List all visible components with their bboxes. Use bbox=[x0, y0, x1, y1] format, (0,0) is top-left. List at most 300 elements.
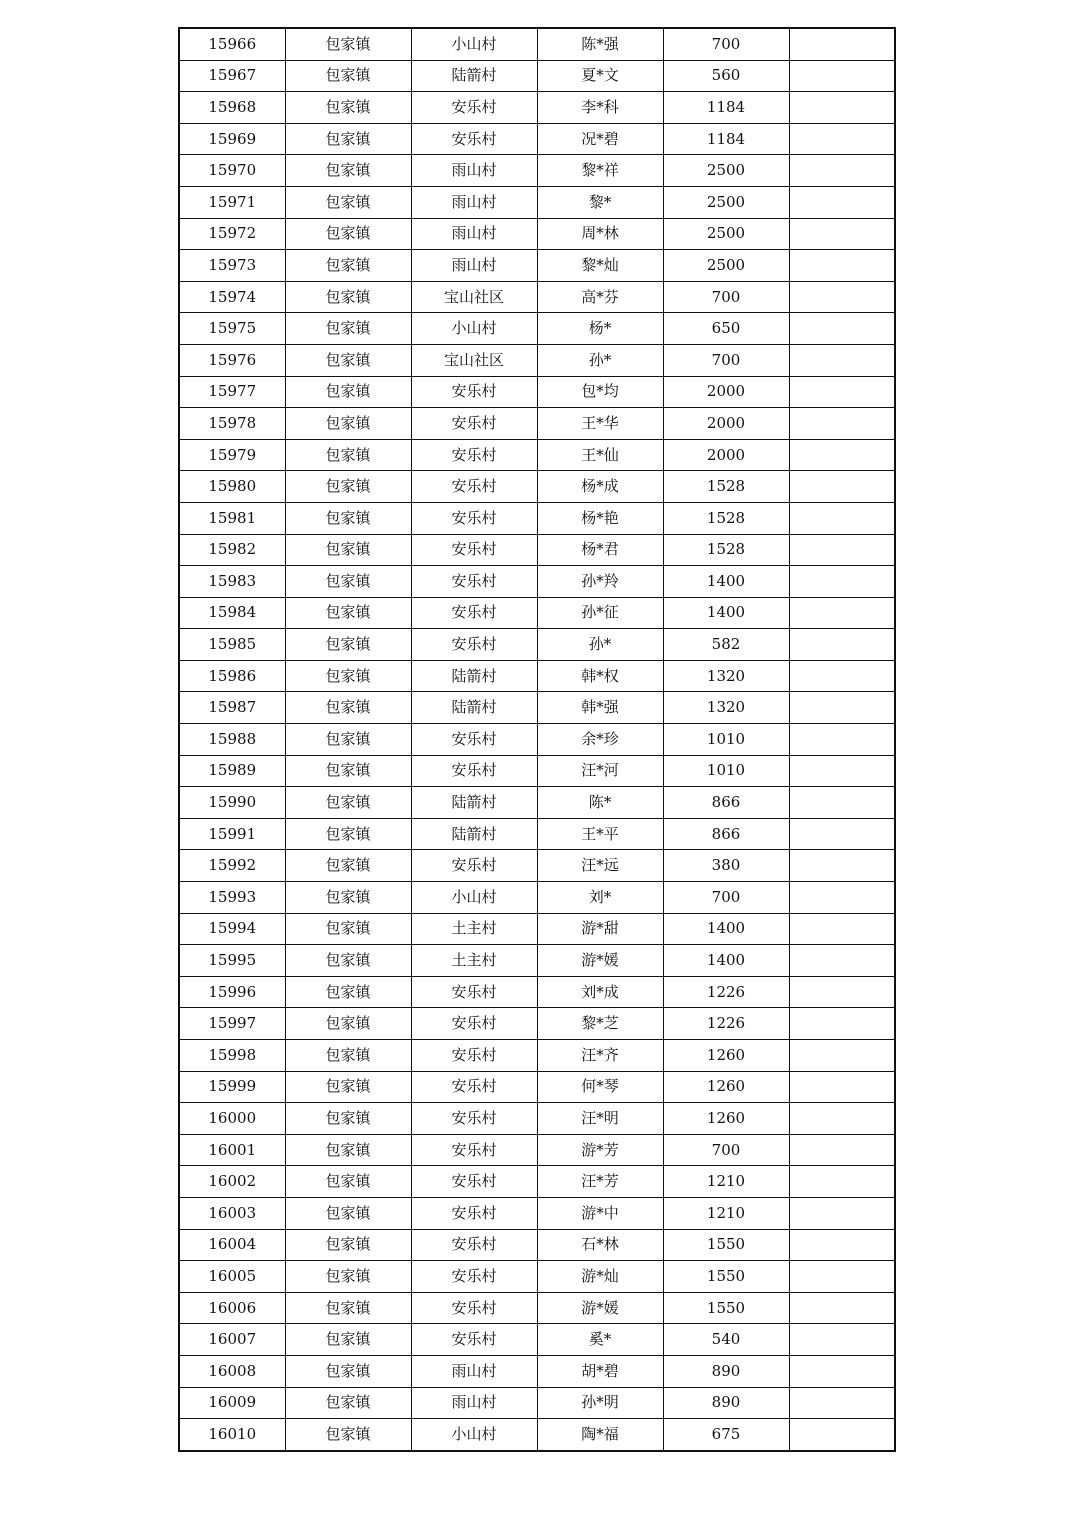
cell-note bbox=[789, 250, 895, 282]
table-row bbox=[179, 913, 895, 945]
cell-person-name: 孙*征 bbox=[537, 597, 663, 629]
cell-amount: 540 bbox=[663, 1324, 789, 1356]
cell-village: 雨山村 bbox=[411, 250, 537, 282]
cell-serial-number: 15979 bbox=[179, 439, 285, 471]
table-row bbox=[179, 1387, 895, 1419]
cell-village: 雨山村 bbox=[411, 1355, 537, 1387]
cell-amount: 700 bbox=[663, 882, 789, 914]
cell-person-name: 周*林 bbox=[537, 218, 663, 250]
cell-note bbox=[789, 1324, 895, 1356]
cell-person-name: 陈*强 bbox=[537, 28, 663, 60]
cell-note bbox=[789, 502, 895, 534]
cell-person-name: 杨*君 bbox=[537, 534, 663, 566]
cell-serial-number: 15969 bbox=[179, 123, 285, 155]
cell-village: 雨山村 bbox=[411, 186, 537, 218]
cell-note bbox=[789, 1008, 895, 1040]
table-body bbox=[179, 28, 895, 1451]
cell-note bbox=[789, 376, 895, 408]
cell-amount: 1260 bbox=[663, 1103, 789, 1135]
cell-amount: 1400 bbox=[663, 913, 789, 945]
cell-town: 包家镇 bbox=[285, 882, 411, 914]
cell-amount: 1184 bbox=[663, 123, 789, 155]
cell-amount: 1400 bbox=[663, 945, 789, 977]
cell-amount: 1010 bbox=[663, 755, 789, 787]
cell-amount: 650 bbox=[663, 313, 789, 345]
cell-town: 包家镇 bbox=[285, 818, 411, 850]
cell-serial-number: 16006 bbox=[179, 1292, 285, 1324]
cell-note bbox=[789, 60, 895, 92]
cell-note bbox=[789, 1229, 895, 1261]
cell-serial-number: 15974 bbox=[179, 281, 285, 313]
cell-amount: 700 bbox=[663, 1134, 789, 1166]
cell-amount: 582 bbox=[663, 629, 789, 661]
cell-town: 包家镇 bbox=[285, 787, 411, 819]
cell-village: 安乐村 bbox=[411, 629, 537, 661]
cell-town: 包家镇 bbox=[285, 281, 411, 313]
cell-person-name: 黎*灿 bbox=[537, 250, 663, 282]
cell-serial-number: 15997 bbox=[179, 1008, 285, 1040]
cell-town: 包家镇 bbox=[285, 502, 411, 534]
cell-person-name: 游*甜 bbox=[537, 913, 663, 945]
cell-village: 小山村 bbox=[411, 28, 537, 60]
table-row bbox=[179, 218, 895, 250]
cell-serial-number: 16003 bbox=[179, 1197, 285, 1229]
cell-amount: 1010 bbox=[663, 724, 789, 756]
cell-amount: 700 bbox=[663, 344, 789, 376]
cell-village: 雨山村 bbox=[411, 155, 537, 187]
cell-serial-number: 15991 bbox=[179, 818, 285, 850]
table-row bbox=[179, 344, 895, 376]
cell-village: 安乐村 bbox=[411, 755, 537, 787]
cell-person-name: 刘* bbox=[537, 882, 663, 914]
table-row bbox=[179, 1040, 895, 1072]
cell-serial-number: 15994 bbox=[179, 913, 285, 945]
cell-person-name: 孙* bbox=[537, 629, 663, 661]
cell-amount: 380 bbox=[663, 850, 789, 882]
cell-note bbox=[789, 724, 895, 756]
cell-amount: 1226 bbox=[663, 976, 789, 1008]
cell-town: 包家镇 bbox=[285, 629, 411, 661]
cell-town: 包家镇 bbox=[285, 250, 411, 282]
table-row bbox=[179, 1419, 895, 1451]
cell-person-name: 奚* bbox=[537, 1324, 663, 1356]
cell-amount: 1260 bbox=[663, 1071, 789, 1103]
cell-serial-number: 15970 bbox=[179, 155, 285, 187]
cell-amount: 675 bbox=[663, 1419, 789, 1451]
cell-person-name: 黎*芝 bbox=[537, 1008, 663, 1040]
cell-village: 小山村 bbox=[411, 313, 537, 345]
cell-serial-number: 15977 bbox=[179, 376, 285, 408]
cell-person-name: 陶*福 bbox=[537, 1419, 663, 1451]
data-table bbox=[178, 27, 896, 1452]
cell-town: 包家镇 bbox=[285, 1008, 411, 1040]
cell-village: 安乐村 bbox=[411, 534, 537, 566]
cell-town: 包家镇 bbox=[285, 92, 411, 124]
cell-amount: 2000 bbox=[663, 439, 789, 471]
cell-amount: 890 bbox=[663, 1387, 789, 1419]
cell-note bbox=[789, 344, 895, 376]
cell-note bbox=[789, 534, 895, 566]
cell-amount: 1260 bbox=[663, 1040, 789, 1072]
cell-village: 安乐村 bbox=[411, 1008, 537, 1040]
cell-note bbox=[789, 1197, 895, 1229]
table-row bbox=[179, 1229, 895, 1261]
table-row bbox=[179, 471, 895, 503]
table-row bbox=[179, 281, 895, 313]
cell-village: 安乐村 bbox=[411, 471, 537, 503]
cell-serial-number: 16000 bbox=[179, 1103, 285, 1135]
cell-person-name: 胡*碧 bbox=[537, 1355, 663, 1387]
cell-amount: 2500 bbox=[663, 218, 789, 250]
cell-person-name: 汪*芳 bbox=[537, 1166, 663, 1198]
cell-town: 包家镇 bbox=[285, 313, 411, 345]
cell-village: 陆箭村 bbox=[411, 60, 537, 92]
table-row bbox=[179, 597, 895, 629]
cell-town: 包家镇 bbox=[285, 186, 411, 218]
cell-town: 包家镇 bbox=[285, 28, 411, 60]
cell-amount: 1528 bbox=[663, 502, 789, 534]
cell-amount: 700 bbox=[663, 28, 789, 60]
cell-note bbox=[789, 850, 895, 882]
cell-person-name: 王*仙 bbox=[537, 439, 663, 471]
cell-person-name: 况*碧 bbox=[537, 123, 663, 155]
cell-person-name: 黎*祥 bbox=[537, 155, 663, 187]
cell-person-name: 杨*成 bbox=[537, 471, 663, 503]
cell-amount: 2000 bbox=[663, 408, 789, 440]
table-row bbox=[179, 1197, 895, 1229]
table-row bbox=[179, 408, 895, 440]
cell-town: 包家镇 bbox=[285, 1103, 411, 1135]
cell-note bbox=[789, 976, 895, 1008]
table-row bbox=[179, 439, 895, 471]
table-row bbox=[179, 724, 895, 756]
cell-amount: 1210 bbox=[663, 1166, 789, 1198]
cell-village: 陆箭村 bbox=[411, 660, 537, 692]
table-row bbox=[179, 502, 895, 534]
cell-town: 包家镇 bbox=[285, 1419, 411, 1451]
cell-person-name: 韩*强 bbox=[537, 692, 663, 724]
cell-note bbox=[789, 566, 895, 598]
cell-person-name: 余*珍 bbox=[537, 724, 663, 756]
cell-note bbox=[789, 692, 895, 724]
cell-person-name: 汪*明 bbox=[537, 1103, 663, 1135]
cell-person-name: 韩*权 bbox=[537, 660, 663, 692]
cell-town: 包家镇 bbox=[285, 566, 411, 598]
cell-note bbox=[789, 92, 895, 124]
cell-note bbox=[789, 818, 895, 850]
cell-amount: 1550 bbox=[663, 1292, 789, 1324]
cell-village: 小山村 bbox=[411, 882, 537, 914]
cell-note bbox=[789, 1134, 895, 1166]
cell-town: 包家镇 bbox=[285, 439, 411, 471]
cell-serial-number: 15999 bbox=[179, 1071, 285, 1103]
cell-village: 安乐村 bbox=[411, 92, 537, 124]
cell-serial-number: 15992 bbox=[179, 850, 285, 882]
cell-amount: 560 bbox=[663, 60, 789, 92]
table-row bbox=[179, 1355, 895, 1387]
cell-amount: 1550 bbox=[663, 1229, 789, 1261]
cell-serial-number: 15987 bbox=[179, 692, 285, 724]
table-row bbox=[179, 692, 895, 724]
cell-serial-number: 15984 bbox=[179, 597, 285, 629]
cell-village: 土主村 bbox=[411, 945, 537, 977]
cell-village: 陆箭村 bbox=[411, 818, 537, 850]
cell-village: 安乐村 bbox=[411, 850, 537, 882]
cell-town: 包家镇 bbox=[285, 408, 411, 440]
cell-amount: 1320 bbox=[663, 692, 789, 724]
cell-person-name: 夏*文 bbox=[537, 60, 663, 92]
cell-town: 包家镇 bbox=[285, 660, 411, 692]
cell-village: 安乐村 bbox=[411, 1197, 537, 1229]
cell-note bbox=[789, 1103, 895, 1135]
table-row bbox=[179, 1008, 895, 1040]
cell-village: 陆箭村 bbox=[411, 692, 537, 724]
cell-town: 包家镇 bbox=[285, 471, 411, 503]
cell-amount: 2500 bbox=[663, 155, 789, 187]
cell-amount: 2500 bbox=[663, 250, 789, 282]
cell-note bbox=[789, 1355, 895, 1387]
cell-town: 包家镇 bbox=[285, 850, 411, 882]
cell-person-name: 汪*河 bbox=[537, 755, 663, 787]
cell-note bbox=[789, 218, 895, 250]
cell-serial-number: 15981 bbox=[179, 502, 285, 534]
cell-person-name: 刘*成 bbox=[537, 976, 663, 1008]
cell-note bbox=[789, 123, 895, 155]
cell-serial-number: 15973 bbox=[179, 250, 285, 282]
table-row bbox=[179, 60, 895, 92]
cell-person-name: 汪*齐 bbox=[537, 1040, 663, 1072]
cell-person-name: 王*华 bbox=[537, 408, 663, 440]
cell-note bbox=[789, 313, 895, 345]
cell-village: 安乐村 bbox=[411, 976, 537, 1008]
cell-serial-number: 15967 bbox=[179, 60, 285, 92]
cell-note bbox=[789, 1071, 895, 1103]
table-row bbox=[179, 818, 895, 850]
cell-serial-number: 15976 bbox=[179, 344, 285, 376]
cell-note bbox=[789, 629, 895, 661]
cell-serial-number: 16008 bbox=[179, 1355, 285, 1387]
cell-village: 安乐村 bbox=[411, 724, 537, 756]
cell-village: 安乐村 bbox=[411, 439, 537, 471]
cell-village: 陆箭村 bbox=[411, 787, 537, 819]
cell-town: 包家镇 bbox=[285, 1134, 411, 1166]
cell-serial-number: 16001 bbox=[179, 1134, 285, 1166]
cell-note bbox=[789, 408, 895, 440]
cell-village: 安乐村 bbox=[411, 1166, 537, 1198]
cell-note bbox=[789, 660, 895, 692]
cell-amount: 1400 bbox=[663, 597, 789, 629]
table-row bbox=[179, 850, 895, 882]
cell-person-name: 孙*羚 bbox=[537, 566, 663, 598]
cell-town: 包家镇 bbox=[285, 913, 411, 945]
cell-town: 包家镇 bbox=[285, 945, 411, 977]
cell-serial-number: 15968 bbox=[179, 92, 285, 124]
table-row bbox=[179, 123, 895, 155]
cell-serial-number: 15993 bbox=[179, 882, 285, 914]
cell-person-name: 汪*远 bbox=[537, 850, 663, 882]
cell-person-name: 包*均 bbox=[537, 376, 663, 408]
cell-person-name: 游*媛 bbox=[537, 1292, 663, 1324]
cell-note bbox=[789, 1419, 895, 1451]
cell-serial-number: 15988 bbox=[179, 724, 285, 756]
cell-serial-number: 15966 bbox=[179, 28, 285, 60]
cell-village: 安乐村 bbox=[411, 1103, 537, 1135]
cell-village: 安乐村 bbox=[411, 1324, 537, 1356]
cell-note bbox=[789, 1040, 895, 1072]
cell-serial-number: 15971 bbox=[179, 186, 285, 218]
cell-amount: 2000 bbox=[663, 376, 789, 408]
cell-village: 安乐村 bbox=[411, 1261, 537, 1293]
cell-person-name: 孙* bbox=[537, 344, 663, 376]
cell-note bbox=[789, 1292, 895, 1324]
cell-town: 包家镇 bbox=[285, 1324, 411, 1356]
cell-note bbox=[789, 787, 895, 819]
cell-town: 包家镇 bbox=[285, 1355, 411, 1387]
table-row bbox=[179, 1071, 895, 1103]
cell-serial-number: 15989 bbox=[179, 755, 285, 787]
cell-person-name: 孙*明 bbox=[537, 1387, 663, 1419]
table-row bbox=[179, 534, 895, 566]
cell-amount: 1210 bbox=[663, 1197, 789, 1229]
cell-person-name: 杨*艳 bbox=[537, 502, 663, 534]
table-row bbox=[179, 313, 895, 345]
cell-serial-number: 15985 bbox=[179, 629, 285, 661]
table-row bbox=[179, 1292, 895, 1324]
cell-note bbox=[789, 281, 895, 313]
cell-note bbox=[789, 597, 895, 629]
cell-person-name: 游*媛 bbox=[537, 945, 663, 977]
cell-serial-number: 16005 bbox=[179, 1261, 285, 1293]
cell-note bbox=[789, 1261, 895, 1293]
cell-town: 包家镇 bbox=[285, 1166, 411, 1198]
cell-amount: 700 bbox=[663, 281, 789, 313]
cell-person-name: 何*琴 bbox=[537, 1071, 663, 1103]
table-row bbox=[179, 755, 895, 787]
cell-note bbox=[789, 155, 895, 187]
cell-serial-number: 15998 bbox=[179, 1040, 285, 1072]
cell-person-name: 杨* bbox=[537, 313, 663, 345]
cell-person-name: 游*芳 bbox=[537, 1134, 663, 1166]
cell-town: 包家镇 bbox=[285, 155, 411, 187]
cell-town: 包家镇 bbox=[285, 376, 411, 408]
cell-person-name: 陈* bbox=[537, 787, 663, 819]
cell-town: 包家镇 bbox=[285, 724, 411, 756]
table-row bbox=[179, 945, 895, 977]
cell-serial-number: 16002 bbox=[179, 1166, 285, 1198]
cell-town: 包家镇 bbox=[285, 1040, 411, 1072]
cell-serial-number: 15996 bbox=[179, 976, 285, 1008]
cell-amount: 1320 bbox=[663, 660, 789, 692]
cell-town: 包家镇 bbox=[285, 597, 411, 629]
cell-amount: 2500 bbox=[663, 186, 789, 218]
cell-amount: 1226 bbox=[663, 1008, 789, 1040]
cell-town: 包家镇 bbox=[285, 534, 411, 566]
cell-person-name: 李*科 bbox=[537, 92, 663, 124]
cell-serial-number: 15995 bbox=[179, 945, 285, 977]
cell-village: 安乐村 bbox=[411, 566, 537, 598]
cell-town: 包家镇 bbox=[285, 1292, 411, 1324]
cell-amount: 1400 bbox=[663, 566, 789, 598]
table-row bbox=[179, 1261, 895, 1293]
table-row bbox=[179, 376, 895, 408]
cell-note bbox=[789, 28, 895, 60]
cell-note bbox=[789, 1387, 895, 1419]
cell-town: 包家镇 bbox=[285, 123, 411, 155]
cell-village: 安乐村 bbox=[411, 408, 537, 440]
cell-serial-number: 15983 bbox=[179, 566, 285, 598]
cell-village: 安乐村 bbox=[411, 1229, 537, 1261]
table-row bbox=[179, 1324, 895, 1356]
cell-village: 雨山村 bbox=[411, 1387, 537, 1419]
cell-serial-number: 15982 bbox=[179, 534, 285, 566]
table-row bbox=[179, 155, 895, 187]
table-row bbox=[179, 1103, 895, 1135]
cell-serial-number: 15972 bbox=[179, 218, 285, 250]
cell-town: 包家镇 bbox=[285, 60, 411, 92]
cell-town: 包家镇 bbox=[285, 218, 411, 250]
cell-serial-number: 15986 bbox=[179, 660, 285, 692]
cell-village: 安乐村 bbox=[411, 1134, 537, 1166]
cell-person-name: 游*灿 bbox=[537, 1261, 663, 1293]
table-row bbox=[179, 186, 895, 218]
table-row bbox=[179, 28, 895, 60]
cell-amount: 1184 bbox=[663, 92, 789, 124]
cell-town: 包家镇 bbox=[285, 692, 411, 724]
cell-village: 土主村 bbox=[411, 913, 537, 945]
cell-village: 小山村 bbox=[411, 1419, 537, 1451]
cell-person-name: 黎* bbox=[537, 186, 663, 218]
cell-village: 安乐村 bbox=[411, 502, 537, 534]
cell-serial-number: 16010 bbox=[179, 1419, 285, 1451]
cell-serial-number: 15980 bbox=[179, 471, 285, 503]
cell-person-name: 石*林 bbox=[537, 1229, 663, 1261]
cell-amount: 1528 bbox=[663, 471, 789, 503]
cell-amount: 866 bbox=[663, 787, 789, 819]
table-row bbox=[179, 882, 895, 914]
cell-town: 包家镇 bbox=[285, 976, 411, 1008]
cell-amount: 1550 bbox=[663, 1261, 789, 1293]
cell-town: 包家镇 bbox=[285, 1387, 411, 1419]
cell-town: 包家镇 bbox=[285, 344, 411, 376]
cell-town: 包家镇 bbox=[285, 1261, 411, 1293]
cell-serial-number: 16004 bbox=[179, 1229, 285, 1261]
cell-person-name: 高*芬 bbox=[537, 281, 663, 313]
cell-person-name: 游*中 bbox=[537, 1197, 663, 1229]
table-row bbox=[179, 1134, 895, 1166]
cell-village: 安乐村 bbox=[411, 123, 537, 155]
table-row bbox=[179, 660, 895, 692]
table-row bbox=[179, 629, 895, 661]
table-row bbox=[179, 976, 895, 1008]
table-row bbox=[179, 1166, 895, 1198]
cell-village: 安乐村 bbox=[411, 597, 537, 629]
cell-amount: 1528 bbox=[663, 534, 789, 566]
cell-village: 安乐村 bbox=[411, 1292, 537, 1324]
cell-town: 包家镇 bbox=[285, 755, 411, 787]
cell-serial-number: 16009 bbox=[179, 1387, 285, 1419]
cell-serial-number: 15990 bbox=[179, 787, 285, 819]
cell-village: 宝山社区 bbox=[411, 281, 537, 313]
cell-note bbox=[789, 755, 895, 787]
cell-town: 包家镇 bbox=[285, 1071, 411, 1103]
table-row bbox=[179, 250, 895, 282]
cell-note bbox=[789, 882, 895, 914]
cell-person-name: 王*平 bbox=[537, 818, 663, 850]
cell-town: 包家镇 bbox=[285, 1229, 411, 1261]
cell-note bbox=[789, 471, 895, 503]
cell-amount: 890 bbox=[663, 1355, 789, 1387]
cell-town: 包家镇 bbox=[285, 1197, 411, 1229]
